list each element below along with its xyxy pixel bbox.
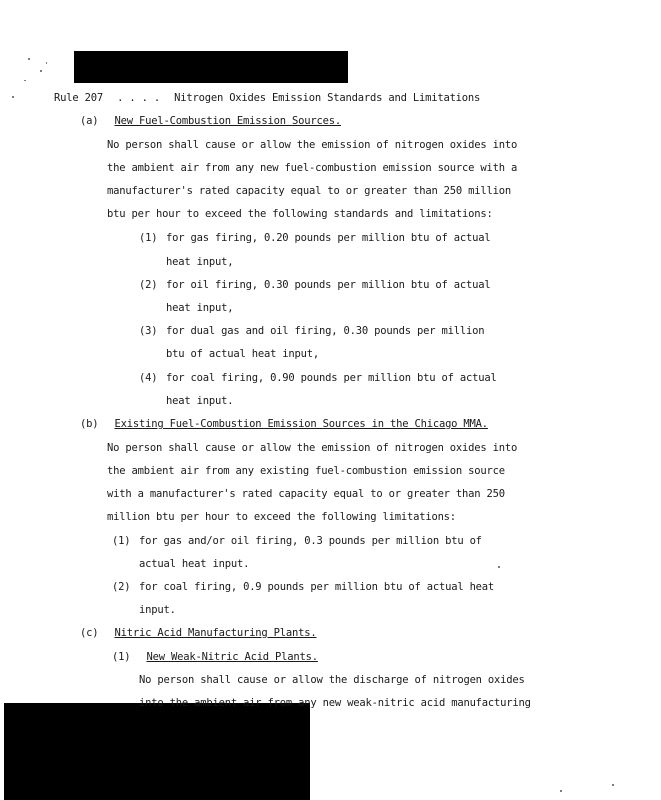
section-b-marker: (b) — [80, 418, 99, 430]
subsection-marker: (1) — [112, 651, 131, 663]
list-item-marker: (1) — [139, 232, 158, 244]
scan-speck — [40, 70, 42, 72]
list-item-marker: (1) — [112, 535, 131, 547]
list-item-text: heat input, — [166, 256, 234, 268]
list-item-text: for dual gas and oil firing, 0.30 pounds per million — [166, 325, 485, 337]
section-c-heading — [80, 627, 317, 639]
section-b-text-line: with a manufacturer's rated capacity equal to or greater than 250 — [107, 488, 505, 500]
subsection-text-line: No person shall cause or allow the discharge of nitrogen oxides — [139, 674, 525, 686]
list-item-marker: (4) — [139, 372, 158, 384]
section-b-heading — [80, 418, 488, 430]
list-item-text: heat input, — [166, 302, 234, 314]
section-a-marker: (a) — [80, 115, 99, 127]
redaction-bar-bottom — [4, 703, 310, 800]
rule-title: Nitrogen Oxides Emission Standards and Limitations — [174, 92, 481, 104]
scan-speck — [12, 96, 14, 98]
section-a-heading — [80, 115, 341, 127]
section-a-text-line: btu per hour to exceed the following standards and limitations: — [107, 208, 493, 220]
scan-speck — [24, 80, 26, 81]
section-a-text-line: the ambient air from any new fuel-combustion emission source with a — [107, 162, 518, 174]
list-item-marker: (3) — [139, 325, 158, 337]
rule-dots: . . . . — [117, 92, 160, 104]
list-item-text: actual heat input. — [139, 558, 250, 570]
list-item-text: for coal firing, 0.9 pounds per million btu of actual heat — [139, 581, 495, 593]
rule-number: Rule 207 — [54, 92, 103, 104]
section-a-title: New Fuel-Combustion Emission Sources. — [114, 115, 341, 127]
section-a-text-line: No person shall cause or allow the emission of nitrogen oxides into — [107, 139, 518, 151]
list-item-text: for coal firing, 0.90 pounds per million btu of actual — [166, 372, 497, 384]
list-item-text: btu of actual heat input, — [166, 348, 320, 360]
subsection-text-line: into the ambient air from any new weak-nitric acid manufacturing — [139, 697, 531, 709]
section-c-marker: (c) — [80, 627, 99, 639]
list-item-text: for oil firing, 0.30 pounds per million btu of actual — [166, 279, 491, 291]
scan-speck — [46, 62, 47, 64]
scan-speck — [28, 58, 30, 60]
list-item-text: input. — [139, 604, 176, 616]
section-c-title: Nitric Acid Manufacturing Plants. — [114, 627, 317, 639]
scan-speck — [560, 790, 562, 792]
list-item-text: for gas and/or oil firing, 0.3 pounds per million btu of — [139, 535, 482, 547]
rule-heading — [54, 92, 480, 104]
subsection-heading — [112, 651, 318, 663]
section-b-text-line: million btu per hour to exceed the following limitations: — [107, 511, 456, 523]
scan-speck — [498, 566, 500, 568]
list-item-text: heat input. — [166, 395, 234, 407]
section-b-text-line: No person shall cause or allow the emission of nitrogen oxides into — [107, 442, 518, 454]
subsection-title: New Weak-Nitric Acid Plants. — [146, 651, 318, 663]
list-item-text: for gas firing, 0.20 pounds per million btu of actual — [166, 232, 491, 244]
list-item-marker: (2) — [139, 279, 158, 291]
section-b-text-line: the ambient air from any existing fuel-combustion emission source — [107, 465, 505, 477]
section-b-title: Existing Fuel-Combustion Emission Sources in the Chicago MMA. — [114, 418, 488, 430]
list-item-marker: (2) — [112, 581, 131, 593]
redaction-bar-top — [74, 51, 348, 83]
scan-speck — [612, 784, 614, 786]
section-a-text-line: manufacturer's rated capacity equal to or greater than 250 million — [107, 185, 512, 197]
